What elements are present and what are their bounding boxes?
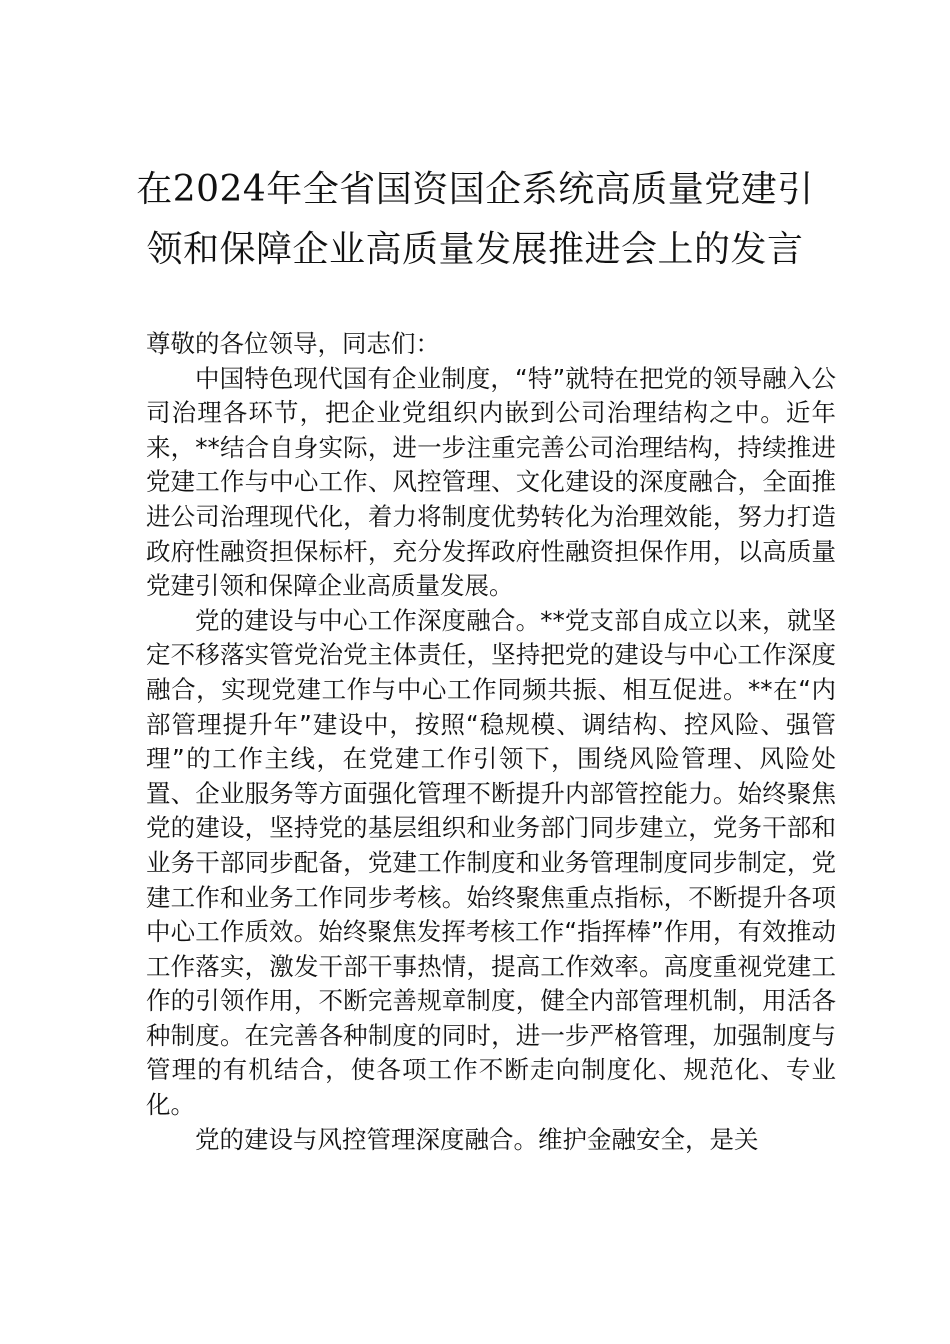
document-body [146, 327, 836, 1157]
title-line-2: 领和保障企业高质量发展推进会上的发言 [146, 229, 804, 270]
title-line-1: 在2024年全省国资国企系统高质量党建引 [136, 169, 814, 210]
document-title [130, 160, 820, 280]
paragraph-risk-control: 党的建设与风控管理深度融合。维护金融安全，是关 [195, 1124, 759, 1154]
paragraph-intro: 中国特色现代国有企业制度，“特”就特在把党的领导融入公司治理各环节，把企业党组织内嵌到公司治理结构之中。近年来，**结合自身实际，进一步注重完善公司治理结构，持续推进党建工作与中心工作、风控管理、文化建设的深度融合，全面推进公司治理现代化，着力将制度优势转化为治理效能，努力打造政府性融资担保标杆，充分发挥政府性融资担保作用，以高质量党建引领和保障企业高质量发展。 [146, 363, 836, 601]
greeting: 尊敬的各位领导，同志们： [146, 329, 440, 358]
paragraph-central-work: 党的建设与中心工作深度融合。**党支部自成立以来，就坚定不移落实管党治党主体责任，坚持把党的建设与中心工作深度融合，实现党建工作与中心工作同频共振、相互促进。**在“内部管理提升年”建设中，按照“稳规模、调结构、控风险、强管理”的工作主线，在党建工作引领下，围绕风险管理、风险处置、企业服务等方面强化管理不断提升内部管控能力。始终聚焦党的建设，坚持党的基层组织和业务部门同步建立，党务干部和业务干部同步配备，党建工作制度和业务管理制度同步制定，党建工作和业务工作同步考核。始终聚焦重点指标，不断提升各项中心工作质效。始终聚焦发挥考核工作“指挥棒”作用，有效推动工作落实，激发干部干事热情，提高工作效率。高度重视党建工作的引领作用，不断完善规章制度，健全内部管理机制，用活各种制度。在完善各种制度的同时，进一步严格管理，加强制度与管理的有机结合，使各项工作不断走向制度化、规范化、专业化。 [146, 605, 836, 1120]
